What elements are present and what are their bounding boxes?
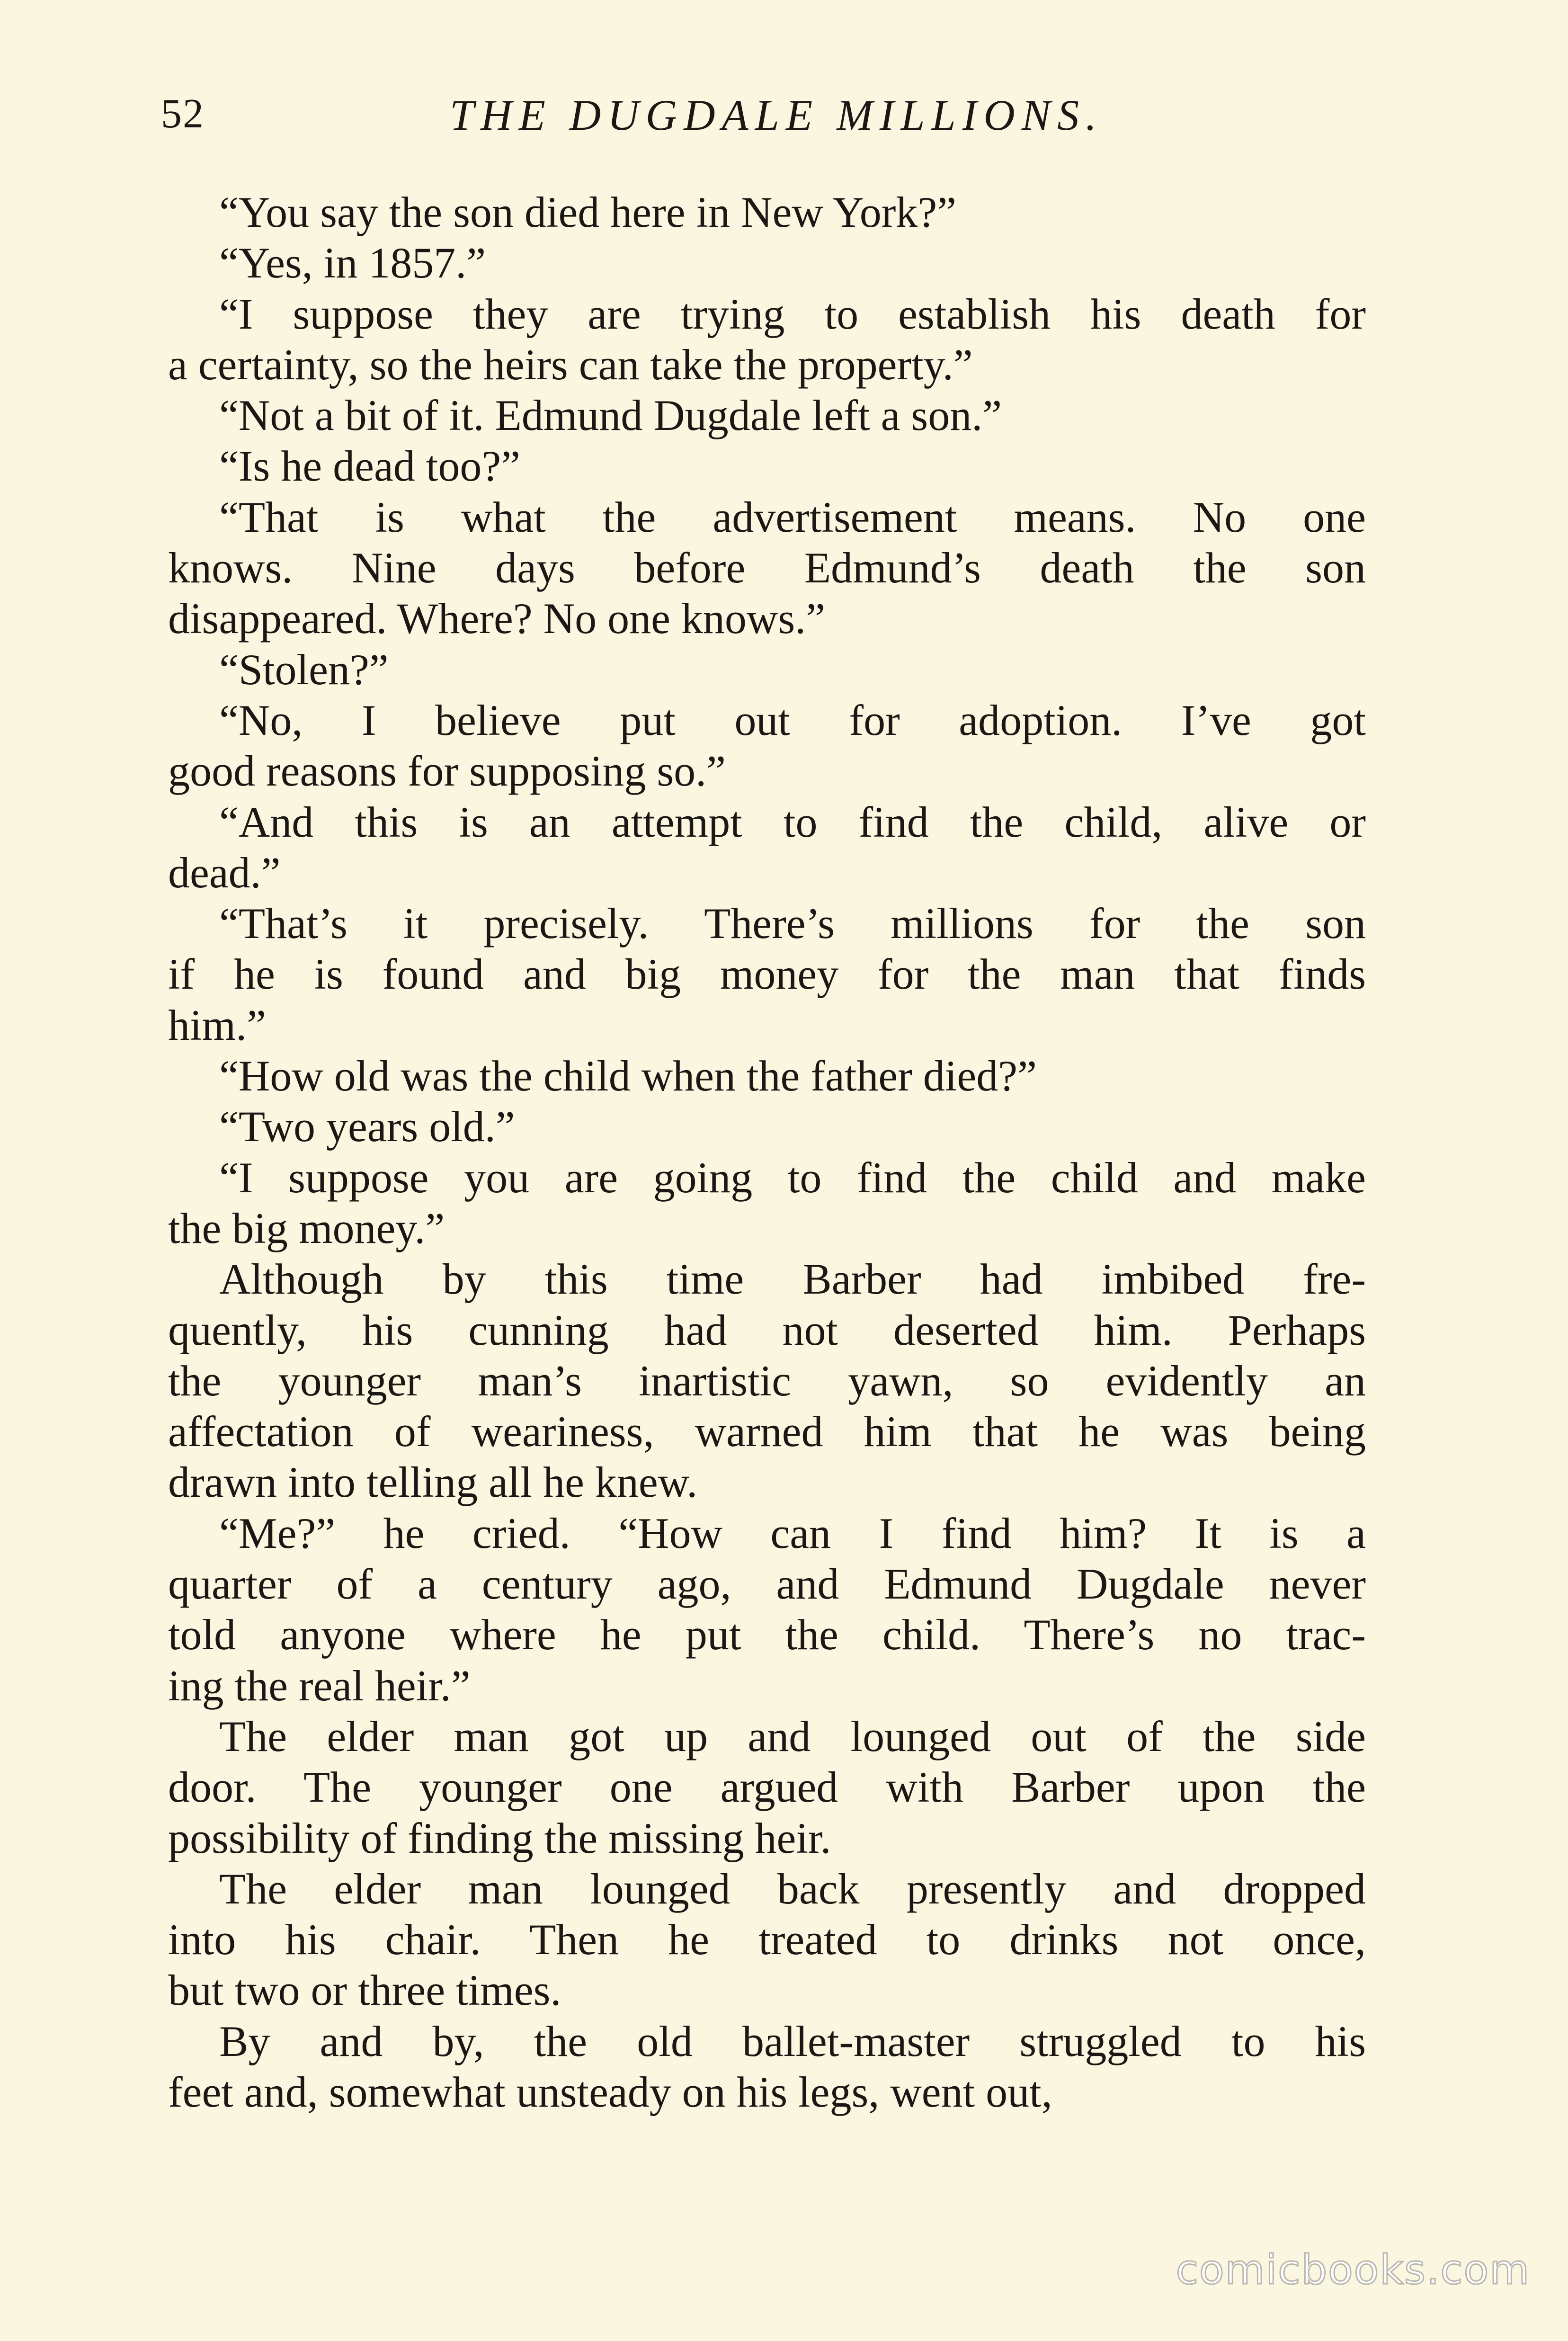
paragraph	[168, 1153, 1366, 1254]
paragraph	[168, 695, 1366, 797]
body-text	[168, 187, 1366, 2118]
text-line: “No, I believe put out for adoption. I’ve got	[219, 696, 1366, 744]
text-line: him.”	[168, 1001, 266, 1049]
text-line: dead.”	[168, 848, 281, 897]
text-line: affectation of weariness, warned him that he was being	[168, 1407, 1366, 1456]
paragraph	[168, 492, 1366, 644]
paragraph	[168, 238, 1366, 288]
text-line: “Me?” he cried. “How can I find him? It is a	[219, 1509, 1366, 1557]
text-line: “How old was the child when the father died?”	[219, 1052, 1037, 1100]
running-head: THE DUGDALE MILLIONS.	[450, 91, 1104, 139]
paragraph	[168, 1864, 1366, 2016]
text-line: the younger man’s inartistic yawn, so evidently an	[168, 1356, 1366, 1405]
text-line: knows. Nine days before Edmund’s death the son	[168, 544, 1366, 592]
text-line: “Not a bit of it. Edmund Dugdale left a son.”	[219, 391, 1002, 440]
text-line: “And this is an attempt to find the child, alive or	[219, 797, 1366, 846]
paragraph	[168, 289, 1366, 391]
text-line: quarter of a century ago, and Edmund Dugdale never	[168, 1560, 1366, 1608]
paragraph	[168, 390, 1366, 441]
text-line: “Yes, in 1857.”	[219, 239, 486, 287]
paragraph	[168, 187, 1366, 238]
page-number: 52	[161, 91, 205, 137]
text-line: into his chair. Then he treated to drinks not once,	[168, 1915, 1366, 1964]
watermark: comicbooks.com	[1176, 2246, 1530, 2294]
paragraph	[168, 2016, 1366, 2118]
paragraph	[168, 1051, 1366, 1101]
text-line: “Stolen?”	[219, 645, 389, 694]
text-line: “That’s it precisely. There’s millions for the son	[219, 899, 1366, 948]
text-line: “I suppose they are trying to establish his death for	[219, 289, 1366, 338]
text-line: “You say the son died here in New York?”	[219, 188, 956, 236]
paragraph	[168, 1508, 1366, 1711]
text-line: good reasons for supposing so.”	[168, 747, 726, 795]
paragraph	[168, 1254, 1366, 1508]
paragraph	[168, 644, 1366, 695]
text-line: The elder man got up and lounged out of the side	[219, 1712, 1366, 1760]
text-line: feet and, somewhat unsteady on his legs, went out,	[168, 2067, 1052, 2116]
text-line: “I suppose you are going to find the child and make	[219, 1153, 1366, 1202]
text-line: told anyone where he put the child. There’s no trac-	[168, 1610, 1366, 1659]
text-line: disappeared. Where? No one knows.”	[168, 594, 825, 643]
paragraph	[168, 1101, 1366, 1152]
paragraph	[168, 441, 1366, 491]
text-line: ing the real heir.”	[168, 1661, 471, 1710]
text-line: By and by, the old ballet-master struggled to his	[219, 2017, 1366, 2065]
text-line: “Two years old.”	[219, 1102, 515, 1151]
text-line: door. The younger one argued with Barber upon the	[168, 1763, 1366, 1812]
text-line: possibility of finding the missing heir.	[168, 1814, 831, 1862]
text-line: a certainty, so the heirs can take the property.”	[168, 340, 973, 389]
text-line: the big money.”	[168, 1204, 445, 1252]
text-line: Although by this time Barber had imbibed fre-	[219, 1255, 1366, 1304]
page-header	[161, 90, 1373, 142]
text-line: drawn into telling all he knew.	[168, 1458, 698, 1507]
paragraph	[168, 1711, 1366, 1864]
text-line: but two or three times.	[168, 1966, 561, 2015]
text-line: quently, his cunning had not deserted him. Perhaps	[168, 1305, 1366, 1354]
paragraph	[168, 898, 1366, 1051]
text-line: The elder man lounged back presently and dropped	[219, 1864, 1366, 1913]
paragraph	[168, 797, 1366, 899]
text-line: “That is what the advertisement means. No one	[219, 492, 1366, 541]
text-line: “Is he dead too?”	[219, 442, 521, 491]
text-line: if he is found and big money for the man that finds	[168, 950, 1366, 999]
